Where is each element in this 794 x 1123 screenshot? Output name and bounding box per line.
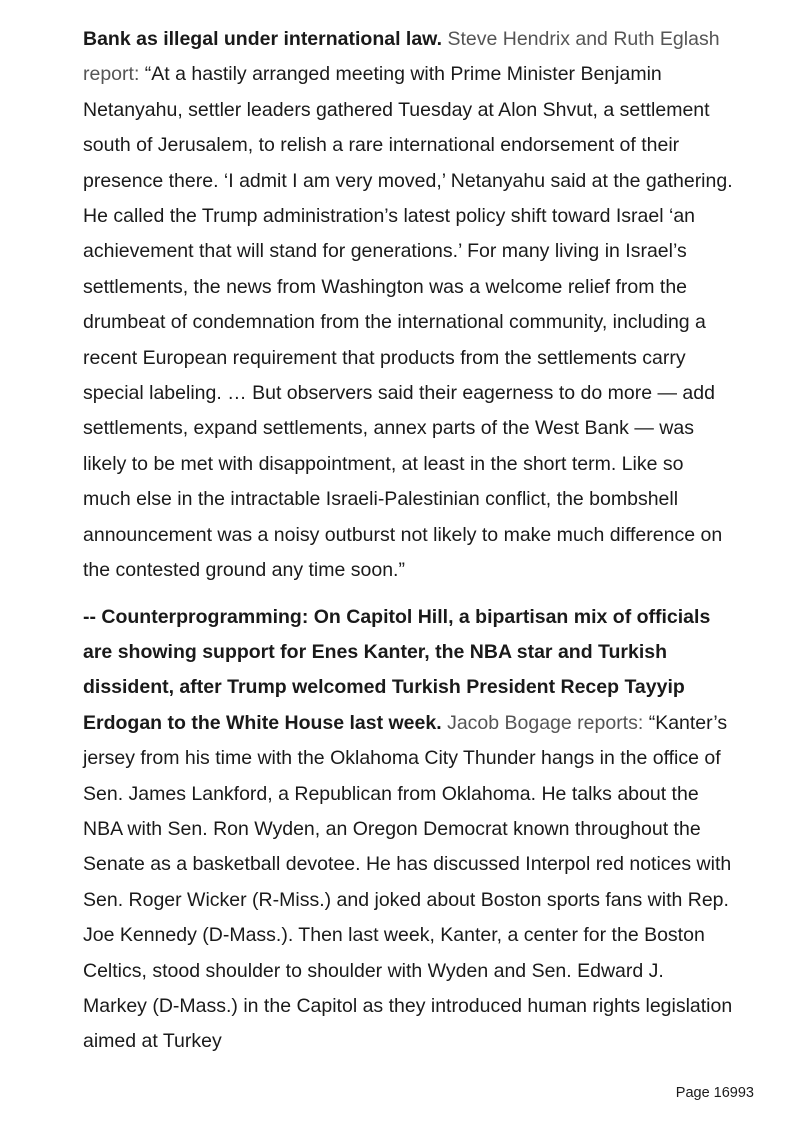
article-paragraph bbox=[83, 22, 733, 589]
paragraph-heading-tail: Bank as illegal under international law. bbox=[83, 28, 443, 50]
article-paragraph bbox=[83, 600, 733, 1060]
paragraph-heading: -- Counterprogramming: On Capitol Hill, a bipartisan mix of officials are showing support for Enes Kanter, the NBA star and Turkish dissident, after Trump welcomed Turkish President Recep Tayyip Erdogan to the White House last week. bbox=[83, 605, 711, 734]
quote-text: “Kanter’s jersey from his time with the Oklahoma City Thunder hangs in the office of Sen. James Lankford, a Republican from Oklahoma. He talks about the NBA with Sen. Ron Wyden, an Oregon Democrat known throughout the Senate as a basketball devotee. He has discussed Interpol red notices with Sen. Roger Wicker (R-Miss.) and joked about Boston sports fans with Rep. Joe Kennedy (D-Mass.). Then last week, Kanter, a center for the Boston Celtics, stood shoulder to shoulder with Wyden and Sen. Edward J. Markey (D-Mass.) in the Capitol as they introduced human rights legislation aimed at Turkey bbox=[83, 711, 733, 1053]
byline: Steve Hendrix and Ruth Eglash report: bbox=[83, 28, 720, 86]
page-number: Page 16993 bbox=[675, 1085, 754, 1101]
article-body bbox=[83, 22, 733, 1060]
quote-text: “At a hastily arranged meeting with Prime Minister Benjamin Netanyahu, settler leaders gathered Tuesday at Alon Shvut, a settlement south of Jerusalem, to relish a rare international endorsement of their presence there. ‘I admit I am very moved,’ Netanyahu said at the gathering. He called the Trump administration’s latest policy shift toward Israel ‘an achievement that will stand for generations.’ For many living in Israel’s settlements, the news from Washington was a welcome relief from the drumbeat of condemnation from the international community, including a recent European requirement that products from the settlements carry special labeling. … But observers said their eagerness to do more — add settlements, expand settlements, annex parts of the West Bank — was likely to be met with disappointment, at least in the short term. Like so much else in the intractable Israeli-Palestinian conflict, the bombshell announcement was a noisy outburst not likely to make much difference on the contested ground any time soon.” bbox=[83, 63, 733, 582]
byline: Jacob Bogage reports: bbox=[447, 711, 644, 734]
